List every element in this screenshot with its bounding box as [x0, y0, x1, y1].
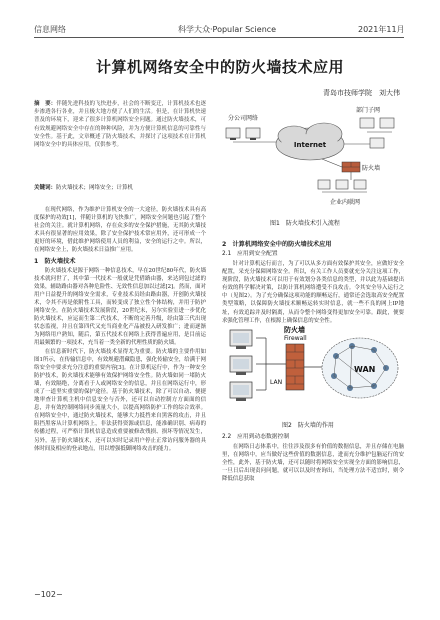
department-computers-icon — [344, 118, 394, 148]
figure-2-caption: 图2 防火墙的作用 — [282, 422, 334, 429]
branch-computers-icon — [226, 128, 276, 142]
subsection-2-2-paragraph: 在网络日志体系中，往往涉及很多有价值的数据信息，并且存储在电脑里，在网络中，应当做好这些价值的数据信息，进而充分维护包脑运行的安全性，此外，基于防火墙，还可以随时将网络安全实现全方面的影响信息，一旦日后出现责问问题，就可以以及时查询出，当处理方法不适宜时，则令降低信息获取 — [222, 444, 404, 483]
article-title: 计算机网络安全中的防火墙技术应用 — [95, 58, 344, 76]
section-2-heading: 2 计算机网络安全中的防火墙技术应用 — [222, 241, 332, 248]
enterprise-intranet-label: 企业内联网 — [330, 199, 361, 206]
subsection-2-1-paragraph: 针对计算机运行而言，为了可以从多方面有效保护其安全，应做好安全配置，采充分保障网络安全。所以，有关工作人员要就充分关注这项工作，现阶段，防火墙技术可以用于有效划分各类信息的类型，并以此为基础提出有效的科学解决对策，以防计算机网络遭受不良攻击。令其安全导入运行之中（见图2）。为了充分确保这项功能的顺畅运行，通常还会选取高安全配置类型策略，以保障防火墙技术顺畅运转实时信息，就一些不良的网上IP地址，有效追踪并及时隔离，从而令整个网络变得更加安全可靠。跟此，便要求强化管理工作，在根源上确保信息的安全性。 — [222, 261, 404, 324]
figure-1-caption: 图1 防火墙技术引入流程 — [270, 220, 340, 227]
firewall-label: 防火墙 — [362, 165, 381, 172]
lan-label: LAN — [270, 379, 283, 386]
internet-label: Internet — [293, 141, 327, 149]
subsection-2-2-heading: 2.2 应用到动态数据控制 — [222, 434, 290, 440]
page-number: −102− — [34, 590, 63, 599]
firewall-brick-icon — [342, 162, 360, 172]
keywords — [34, 184, 206, 192]
firewall-en-label: Firewall — [284, 335, 307, 342]
section-1-paragraph-1: 防火墙技术是源于网络一种信息技术，早在20世纪80年代，防火墙技术就问世了，其中第一代技术一般就是凭借路由器，来达到包过滤的效果，辅助路由器对各种危险性、无效性信息加以过滤[2]。然而，面对用户日益提升的网络安全需求，专业技术员经由路由器，开创防火墙技术，令其不再是依附性工具，而转变成了独立性个体结构，并用于防护网络安全。在防火墙技术发展阶段，20世纪末，另尔实验室进一步优化防火墙技术，应运而生第二代技术，不断的完善升级，经由第三代出现状态监视，并且在第四代又充当商业化产品被投入研发推广；进而逐渐为网络用户熟知，随后，第五代技术在网络上获得普遍应用，是目前运用最频繁的一项技术，充当着一类全新的代理性质的防火墙。 — [34, 267, 206, 347]
abstract — [34, 100, 206, 149]
abstract-text: 伴随先进科技的飞快进步，社会的不断变迁，计算机技术也逐步渗透各行各业，并且极大地方便了人们的生活。但是，在计算机快速普及的环境下，迎来了很多计算机网络安全问题。通过防火墙技术，可有效规避网络安全中存在的种种风险，并为方便计算机信息的可靠性与安全性。基于此，文章概述了防火墙技术，并探讨了这项技术在计算机网络安全中的具体应用，仅供参考。 — [34, 101, 206, 149]
header-rule — [34, 37, 404, 38]
wan-label: WAN — [354, 365, 376, 374]
branch-network-label: 分公司网络 — [228, 115, 259, 122]
firewall-wall-icon — [286, 344, 304, 390]
figure-2-diagram — [222, 322, 404, 418]
firewall-cn-label: 防火墙 — [284, 326, 305, 334]
keywords-label: 关键词： — [34, 185, 57, 191]
header-journal-name: 科学大众·Popular Science — [178, 25, 277, 34]
header-date: 2021年11月 — [358, 25, 405, 34]
right-column-top — [222, 238, 404, 324]
right-column-bottom — [222, 432, 404, 582]
page-header — [0, 0, 440, 40]
keywords-text: 防火墙技术；网络安全；计算机 — [56, 185, 134, 191]
lan-computers-icon — [230, 330, 286, 401]
figure-1-diagram — [222, 104, 404, 212]
section-1-heading: 1 防火墙技术 — [34, 257, 76, 265]
left-column — [34, 206, 206, 586]
header-section-label: 信息网络 — [34, 25, 66, 34]
intranet-computers-icon — [318, 172, 367, 192]
article-author: 青岛市技师学院 刘大伟 — [323, 89, 400, 97]
department-subnet-label: 部门子网 — [356, 107, 381, 114]
section-1-paragraph-2: 在信息新时代下，防火墙技术显得尤为重要。防火墙的主要作用如图1所示，在传输信息中，有效规避潜藏隐患，强化传输安全，给满于网络安全中要求充分注意的重要内容[3]。在计算机运行中，作为一种安全防护技术，防火墙技术能够有效保护网络安全性。防火墙如同一堵防火墙，有效隔绝，分离看于人或网络安全的信息，并且在网络运行中，形成了一道坚实重要的保护途径。基于防火墙技术，除了可以自动、便捷地审查计算机主机中信息安全与否外，还可以自动控制方方面面的信息，并有效控制网络同步流量大小，以提高网络防护工作的综合效率。在网络安全中，通过防火墙技术，能够大力抵挡来自黑客的攻击，并且阻挡黑客从计算机网络上，非法获得资源或信息，能准确识别、病毒的传播过程，可严格计算机信息造成重要被修改残损、损坏等情况发生，另外，基于防火墙技术，还可以实时记录用户停止正常访问服务器的具体时间及相应的登录地点，用以增强抵御网络攻击的能力。 — [34, 348, 206, 452]
intro-paragraph: 在现代网络，作为维护计算机安全的一大途径，防火墙技术具有高度保护的功效[1]，伴随计算机的飞快推广，网络安全问题也引起了整个社会的关注。就计算机网络，存在众多的安全保护措施，无其防火墙技术具有很显著的应用效果，除了安全保护技术常应用外，还可形成一个更好的环境，借此维护网络使用人员的利益，安全的运行之中。所以，在网络安全上，防火墙技术日益推广应用。 — [34, 207, 206, 254]
subsection-2-1-heading: 2.1 应用到安全配置 — [222, 251, 278, 257]
abstract-label: 摘 要： — [34, 101, 57, 107]
